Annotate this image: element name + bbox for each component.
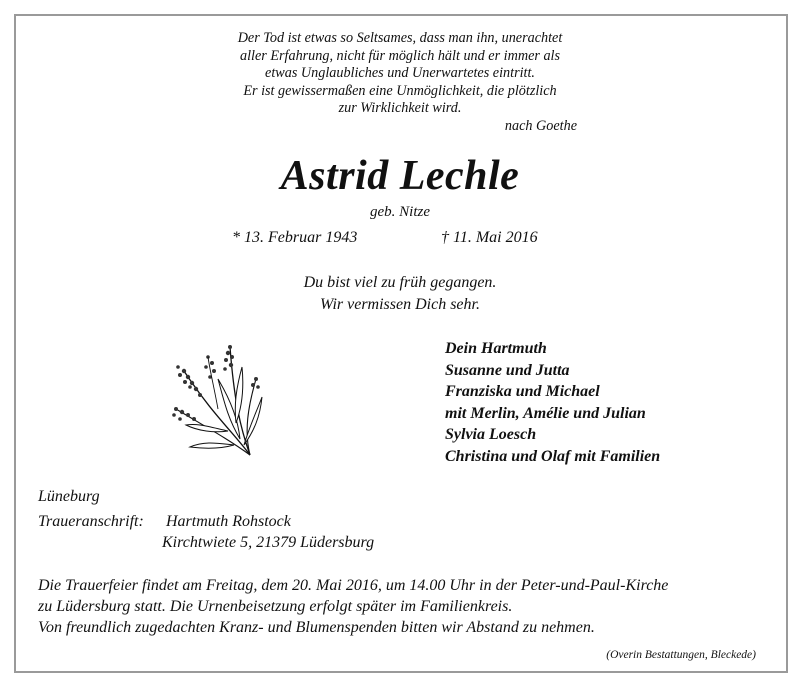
mourner-line: mit Merlin, Amélie und Julian [445,404,646,422]
mourners-list [445,338,660,467]
mourner-line: Susanne und Jutta [445,361,570,379]
quote-line: Er ist gewissermaßen eine Unmöglichkeit, die plötzlich [243,82,557,99]
quote-line: aller Erfahrung, nicht für möglich hält und er immer als [240,47,560,64]
quote-author: nach Goethe [504,118,577,134]
death-date: † 11. Mai 2016 [441,229,538,246]
leaf-branch-icon [158,327,266,459]
notice-line: Die Trauerfeier findet am Freitag, dem 20. Mai 2016, um 14.00 Uhr in der Peter-und-Paul-Kirche [38,577,669,594]
address-label: Traueranschrift: [38,513,144,530]
goethe-quote [140,30,660,118]
mourner-line: Dein Hartmuth [445,340,547,357]
birth-name: geb. Nitze [370,204,430,220]
mourner-line: Christina und Olaf mit Familien [445,447,661,465]
mourner-line: Sylvia Loesch [445,426,537,443]
birth-date: * 13. Februar 1943 [232,229,358,246]
memorial-verse [0,272,800,316]
undertaker-credit: (Overin Bestattungen, Bleckede) [606,649,756,661]
quote-line: zur Wirklichkeit wird. [338,100,462,117]
address-street: Kirchtwiete 5, 21379 Lüdersburg [162,534,375,551]
mourner-line: Franziska und Michael [445,383,600,400]
deceased-name: Astrid Lechle [280,153,520,199]
quote-line: Der Tod ist etwas so Seltsames, dass man ihn, unerachtet [237,30,563,46]
verse-line: Wir vermissen Dich sehr. [320,296,480,313]
quote-line: etwas Unglaubliches und Unerwartetes eintritt. [265,65,535,82]
place-name: Lüneburg [38,488,100,505]
funeral-notice [38,575,778,638]
notice-line: Von freundlich zugedachten Kranz- und Blumenspenden bitten wir Abstand zu nehmen. [38,619,595,636]
notice-line: zu Lüdersburg statt. Die Urnenbeisetzung erfolgt später im Familienkreis. [38,598,513,615]
verse-line: Du bist viel zu früh gegangen. [303,274,497,291]
address-name: Hartmuth Rohstock [166,513,291,530]
